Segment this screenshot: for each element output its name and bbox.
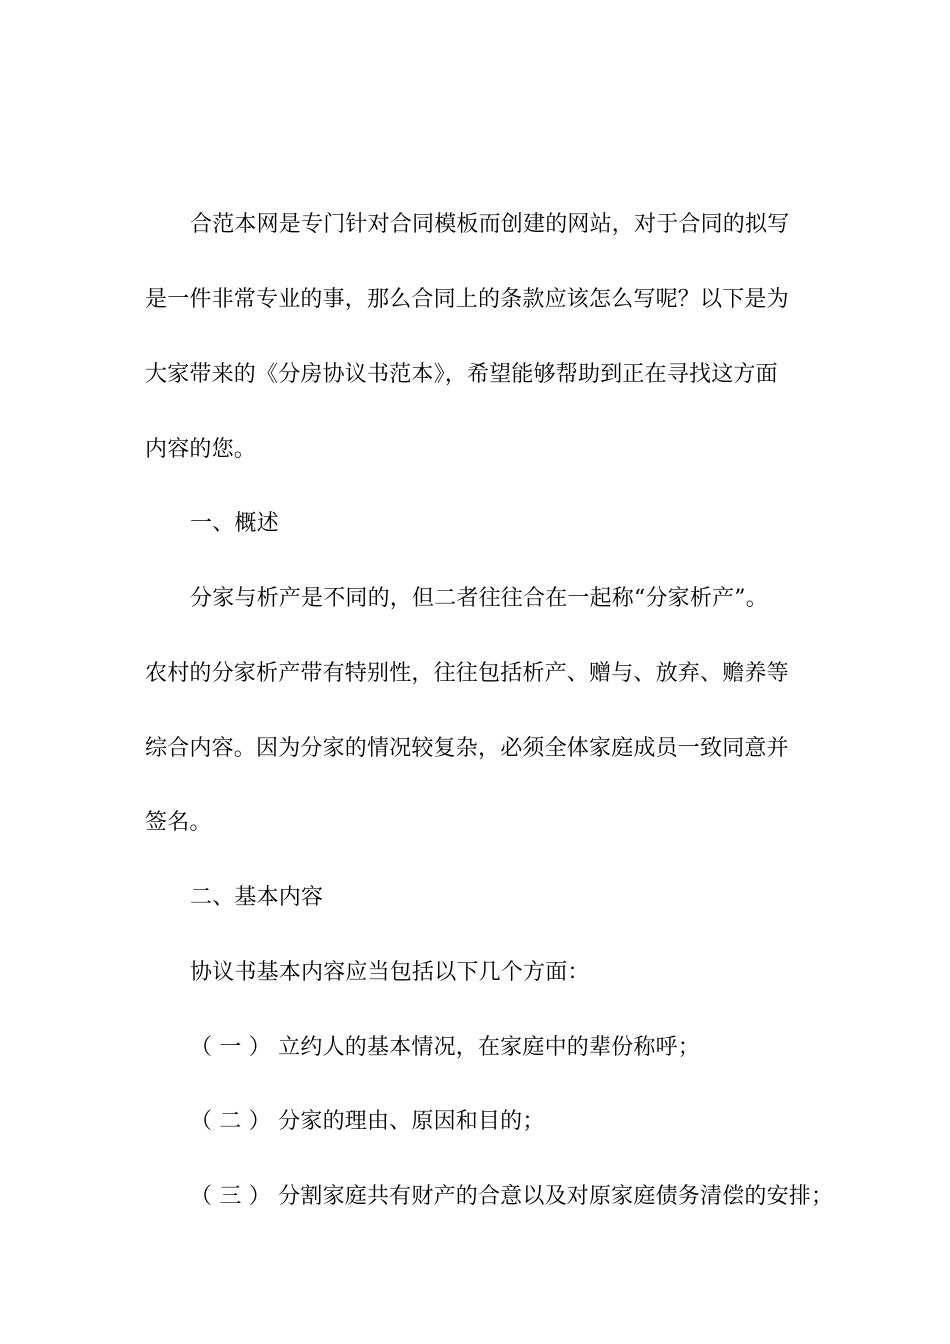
paragraph-2-line-3: 综合内容。因为分家的情况较复杂，必须全体家庭成员一致同意并 (145, 736, 789, 761)
paragraph-1-line-4: 内容的您。 (145, 437, 257, 462)
paragraph-1-line-2: 是一件非常专业的事，那么合同上的条款应该怎么写呢？以下是为 (145, 287, 789, 312)
list-item-2: （ 二 ） 分家的理由、原因和目的； (190, 1109, 545, 1134)
section-heading-basic-content: 二、基本内容 (190, 885, 324, 910)
list-item-3: （ 三 ） 分割家庭共有财产的合意以及对原家庭债务清偿的安排； (190, 1184, 834, 1209)
paragraph-1-line-1: 合范本网是专门针对合同模板而创建的网站，对于合同的拟写 (190, 212, 790, 237)
intro-line: 协议书基本内容应当包括以下几个方面： (190, 960, 590, 985)
section-heading-overview: 一、概述 (190, 511, 279, 536)
paragraph-1-line-3: 大家带来的《分房协议书范本》，希望能够帮助到正在寻找这方面 (145, 362, 778, 387)
paragraph-2-line-4: 签名。 (145, 810, 212, 835)
paragraph-2-line-1: 分家与析产是不同的，但二者往往合在一起称“分家析产”。 (190, 586, 768, 611)
paragraph-2-line-2: 农村的分家析产带有特别性，往往包括析产、赠与、放弃、赡养等 (145, 661, 789, 686)
list-item-1: （ 一 ） 立约人的基本情况，在家庭中的辈份称呼； (190, 1035, 700, 1060)
